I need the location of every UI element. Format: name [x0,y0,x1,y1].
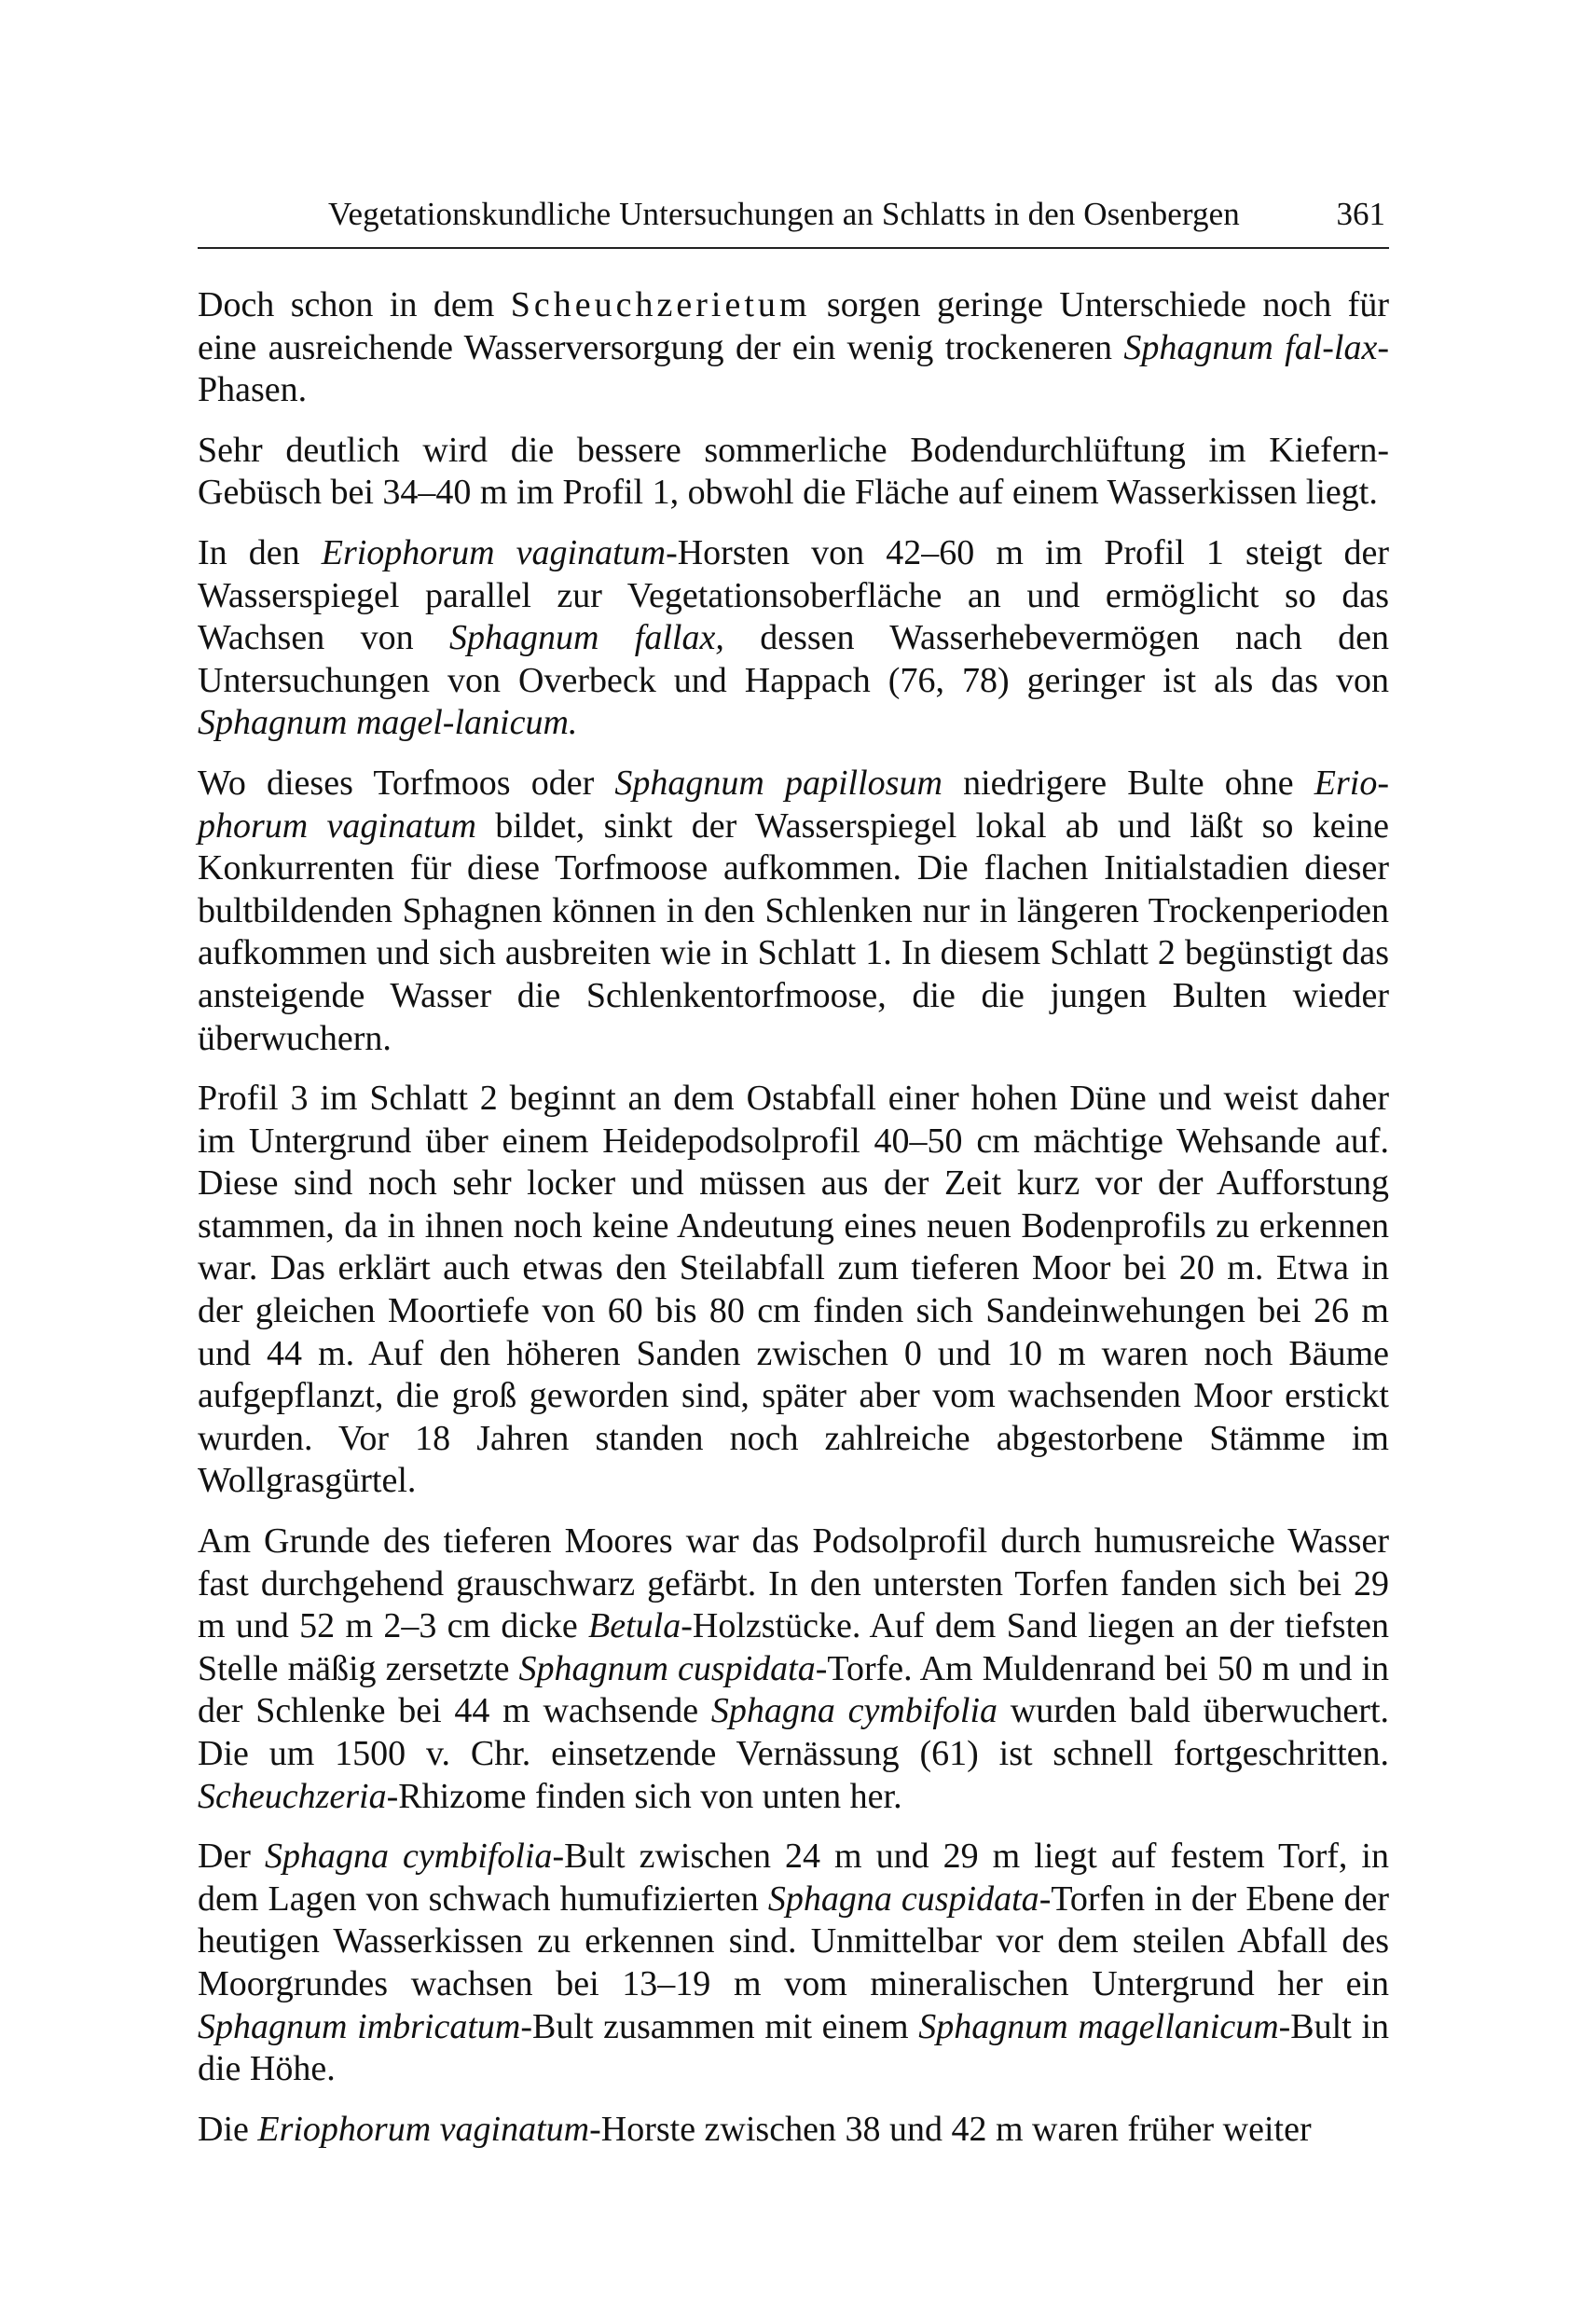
body-text [198,284,1389,2151]
text-run: Am Grunde des tieferen Moores war das Podsolprofil durch humusreiche Wasser fast durchgehend grauschwarz gefärbt. In den untersten Torfen fanden sich bei 29 m und 52 m 2–3 cm dicke [198,1521,1389,1646]
species-name: Sphagna cymbifolia [265,1837,553,1877]
text-run: -Holzstücke. Auf dem Sand liegen an der tiefsten Stelle mäßig zersetzte [198,1606,1389,1688]
text-run: -Torfen in der Ebene der heutigen Wasserkissen zu erkennen sind. Unmittelbar vor dem steilen Abfall des Moorgrundes wachsen bei 13–19 m vom mineralischen Untergrund her ein [198,1878,1389,2003]
text-run: -Bult in die Höhe. [198,2006,1389,2089]
running-header [198,191,1389,249]
species-name: Sphagnum imbricatum [198,2006,521,2046]
text-run: Sehr deutlich wird die bessere sommerliche Bodendurchlüftung im Kiefern-Gebüsch bei 34–40 m im Profil 1, obwohl die Fläche auf einem Wasserkissen liegt. [198,430,1389,513]
spaced-term: Scheuchzerietum [510,285,811,324]
paragraph [198,430,1389,515]
paragraph [198,1521,1389,1818]
species-name: Eriophorum vaginatum [257,2109,590,2149]
text-run: wurden bald überwuchert. Die um 1500 v. Chr. einsetzende Vernässung (61) ist schnell fortgeschritten. [198,1691,1389,1773]
text-run: -Phasen. [198,327,1390,410]
species-name: Eriophorum vaginatum [321,532,667,572]
species-name: Sphagnum fallax, [448,618,724,658]
species-name: Sphagnum cuspidata [518,1648,816,1688]
text-run: -Horsten von 42–60 m im Profil 1 steigt der Wasserspiegel parallel zur Vegetationsoberfläche an und ermöglicht so das Wachsen von [198,532,1389,658]
running-header-title: Vegetationskundliche Untersuchungen an Schlatts in den Osenbergen [328,196,1240,232]
species-name: Sphagnum magellanicum [918,2006,1279,2046]
species-name: Sphagna cuspidata [767,1878,1039,1919]
text-run: Profil 3 im Schlatt 2 beginnt an dem Ostabfall einer hohen Düne und weist daher im Untergrund über einem Heidepodsolprofil 40–50 cm mächtige Wehsande auf. Diese sind noch sehr locker und müssen aus der Zeit kurz vor der Aufforstung stammen, da in ihnen noch keine Andeutung eines neuen Bodenprofils zu erkennen war. Das erklärt auch etwas den Steilabfall zum tieferen Moor bei 20 m. Etwa in der gleichen Moortiefe von 60 bis 80 cm finden sich Sandeinwehungen bei 26 m und 44 m. Auf den höheren Sanden zwischen 0 und 10 m waren noch Bäume aufgepflanzt, die groß geworden sind, später aber vom wachsenden Moor erstickt wurden. Vor 18 Jahren standen noch zahlreiche abgestorbene Stämme im Wollgrasgürtel. [198,1079,1389,1501]
text-run: In den [198,532,322,572]
text-run: Die [198,2109,258,2149]
text-run: Wo dieses Torfmoos oder [198,763,615,803]
text-run: bildet, sinkt der Wasserspiegel lokal ab und läßt so keine Konkurrenten für diese Torfmoose aufkommen. Die flachen Initialstadien dieser bultbildenden Sphagnen können in den Schlenken nur in längeren Trockenperioden aufkommen und sich ausbreiten wie in Schlatt 1. In diesem Schlatt 2 begünstigt das ansteigende Wasser die Schlenkentorfmoose, die die jungen Bulten wieder überwuchern. [198,805,1389,1058]
species-name: Erio-phorum vaginatum [198,763,1389,846]
paragraph [198,2109,1389,2152]
text-run: -Torfe. Am Muldenrand bei 50 m und in der Schlenke bei 44 m wachsende [198,1648,1390,1731]
text-run: -Bult zwischen 24 m und 29 m liegt auf festem Torf, in dem Lagen von schwach humufizierten [198,1837,1389,1919]
species-name: Sphagnum fal-lax [1123,327,1378,367]
paragraph [198,1078,1389,1503]
page [198,191,1389,2151]
species-name: Sphagna cymbifolia [710,1691,998,1731]
text-run: -Bult zusammen mit einem [520,2006,919,2046]
text-run: niedrigere Bulte ohne [942,763,1314,803]
text-run: Doch schon in dem [198,285,511,324]
text-run: sorgen geringe Unterschiede noch für eine ausreichende Wasserversorgung der ein wenig trockeneren [198,285,1389,367]
page-number: 361 [1336,196,1385,232]
paragraph [198,1836,1389,2091]
paragraph [198,284,1389,412]
text-run: -Rhizome finden sich von unten her. [386,1776,902,1816]
text-run: dessen Wasserhebevermögen nach den Untersuchungen von Overbeck und Happach (76, 78) geringer ist als das von [198,618,1390,700]
species-name: Sphagnum magel-lanicum. [198,703,578,743]
text-run: Der [198,1837,265,1877]
text-run: -Horste zwischen 38 und 42 m waren früher weiter [589,2109,1312,2149]
paragraph [198,763,1389,1060]
species-name: Sphagnum papillosum [614,763,942,803]
species-name: Betula [588,1606,681,1646]
paragraph [198,532,1389,745]
species-name: Scheuchzeria [198,1776,387,1816]
